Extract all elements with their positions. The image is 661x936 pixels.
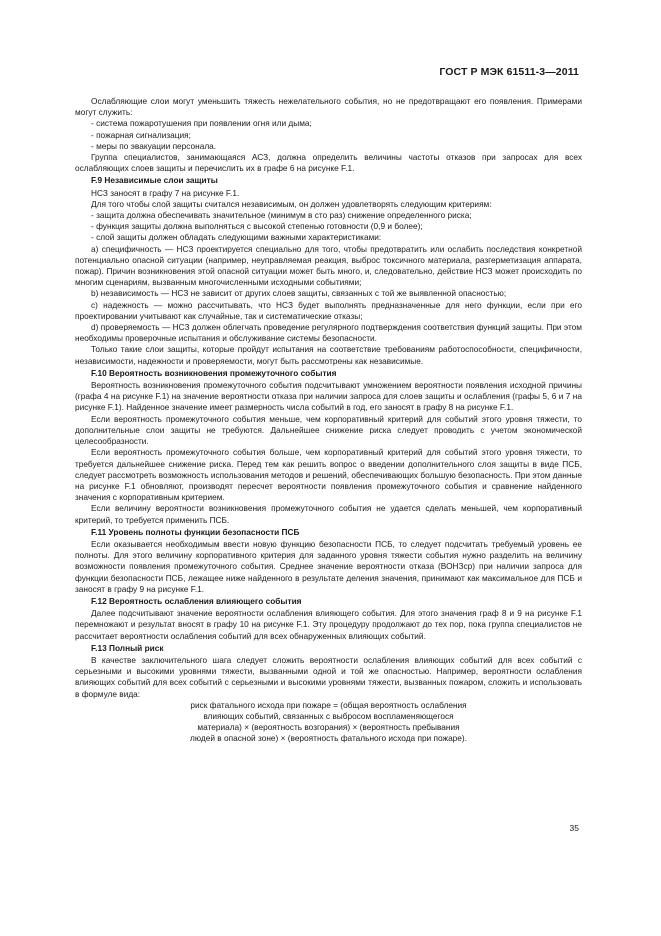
body-text	[75, 96, 582, 745]
paragraph: Ослабляющие слои могут уменьшить тяжесть нежелательного события, но не предотвращают его появления. Примерами могут служить:	[75, 96, 582, 118]
paragraph: Группа специалистов, занимающаяся АСЗ, должна определить величины частоты отказов при запросах для всех ослабляющих слоев защиты и перечислить их в графе 6 на рисунке F.1.	[75, 152, 582, 174]
list-item: - слой защиты должен обладать следующими важными характеристиками:	[91, 232, 382, 243]
paragraph: Если вероятность промежуточного события больше, чем корпоративный критерий для событий этого уровня тяжести, то требуется дальнейшее снижение риска. Перед тем как решить вопрос о введении дополнительного слоя защиты в виде ПСБ, следует рассмотреть возможность использования методов и решений, обеспечивающих большую безопасность. При этом данные на рисунке F.1 обновляют, производят пересчет вероятности появления промежуточного события и сравнение найденного значения с корпоративным критерием.	[75, 447, 582, 503]
section-heading: F.10 Вероятность возникновения промежуточного события	[91, 367, 337, 378]
section-heading: F.12 Вероятность ослабления влияющего события	[91, 595, 302, 606]
paragraph: Далее подсчитывают значение вероятности ослабления влияющего события. Для этого значения граф 8 и 9 на рисунке F.1 перемножают и результат вносят в графу 10 на рисунке F.1. Эту процедуру продолжают до тех пор, пока группа специалистов не рассчитает вероятности ослабления событий для всех обнаруженных влияющих событий.	[75, 608, 582, 641]
section-heading: F.13 Полный риск	[91, 642, 164, 653]
list-item: c) надежность — можно рассчитывать, что НСЗ будет выполнять предназначенные для него функции, если при его проектировании учитывают как случайные, так и систематические отказы;	[75, 299, 582, 321]
list-item: - функция защиты должна выполняться с высокой степенью готовности (0,9 и более);	[91, 221, 423, 232]
list-item: d) проверяемость — НСЗ должен облегчать проведение регулярного подтверждения соответствия функций защиты. При этом необходимы проверочные испытания и обслуживание системы безопасности.	[75, 322, 582, 344]
document-header: ГОСТ Р МЭК 61511-3—2011	[439, 66, 579, 78]
formula-line: людей в опасной зоне) × (вероятность фатального исхода при пожаре).	[190, 733, 467, 744]
section-heading: F.11 Уровень полноты функции безопасности ПСБ	[91, 526, 300, 537]
formula-line: материала) × (вероятность возгорания) × (вероятность пребывания	[197, 722, 460, 733]
list-item: - система пожаротушения при появлении огня или дыма;	[91, 118, 312, 129]
formula-line: влияющих событий, связанных с выбросом воспламеняющегося	[203, 710, 454, 721]
paragraph: Если величину вероятности возникновения промежуточного события не удается сделать меньшей, чем корпоративный критерий, то требуется применить ПСБ.	[75, 503, 582, 525]
formula-line: риск фатального исхода при пожаре = (общая вероятность ослабления	[190, 699, 467, 710]
paragraph: В качестве заключительного шага следует сложить вероятности ослабления влияющих событий для всех событий с серьезными и высокими уровнями тяжести, вызванными одной и той же опасностью. Например, вероятности ослабления влияющих событий для всех событий с серьезными и высокими уровнями тяжести, вызванных пожаром, сложить и использовать в формуле вида:	[75, 654, 582, 699]
list-item: b) независимость — НСЗ не зависит от других слоев защиты, связанных с той же выявленной опасностью;	[91, 288, 507, 299]
list-item: а) специфичность — НСЗ проектируется специально для того, чтобы предотвратить или ослабить последствия конкретной потенциально опасной ситуации (например, неуправляемая реакция, выброс токсичного материала, разгерметизация аппарата, пожар). Причин возникновения этой опасной ситуации может быть много, и, следовательно, действие НСЗ может происходить по многим сценариям, вызванным многочисленными исходными событиями;	[75, 243, 582, 288]
list-item: - защита должна обеспечивать значительное (минимум в сто раз) снижение определенного риска;	[91, 210, 472, 221]
paragraph: Вероятность возникновения промежуточного события подсчитывают умножением вероятности появления исходной причины (графа 4 на рисунке F.1) на значение вероятности отказа при наличии запроса для слоев защиты и ослабления (графы 5, 6 и 7 на рисунке F.1). Найденное значение имеет размерность числа событий в год, его заносят в графу 8 на рисунке F.1.	[75, 380, 582, 413]
section-heading: F.9 Независимые слои защиты	[91, 175, 218, 186]
list-item: - пожарная сигнализация;	[91, 129, 191, 140]
page-number: 35	[569, 823, 579, 833]
paragraph: НСЗ заносят в графу 7 на рисунке F.1.	[91, 187, 240, 198]
paragraph: Если вероятность промежуточного события меньше, чем корпоративный критерий для событий этого уровня тяжести, то дополнительные слои защиты не требуются. Дальнейшее снижение риска следует проводить с учетом экономической целесообразности.	[75, 413, 582, 447]
paragraph: Для того чтобы слой защиты считался независимым, он должен удовлетворять следующим критериям:	[91, 198, 492, 209]
paragraph: Только такие слои защиты, которые пройдут испытания на соответствие требованиям работоспособности, специфичности, независимости, надежности и проверяемости, могут быть рассмотрены как независимые.	[75, 344, 582, 366]
list-item: - меры по эвакуации персонала.	[91, 140, 217, 151]
paragraph: Если оказывается необходимым ввести новую функцию безопасности ПСБ, то следует подсчитать требуемый уровень ее полноты. Для этого величину корпоративного критерия для заданного уровня тяжести события нужно разделить на величину возможности появления промежуточного события. Среднее значение вероятности отказа (ВОНЗср) при наличии запроса для функции безопасности ПСБ, лежащее ниже найденного в результате деления значения, принимают как максимальное для ПСБ и заносят в графу 9 на рисунке F.1.	[75, 538, 582, 594]
